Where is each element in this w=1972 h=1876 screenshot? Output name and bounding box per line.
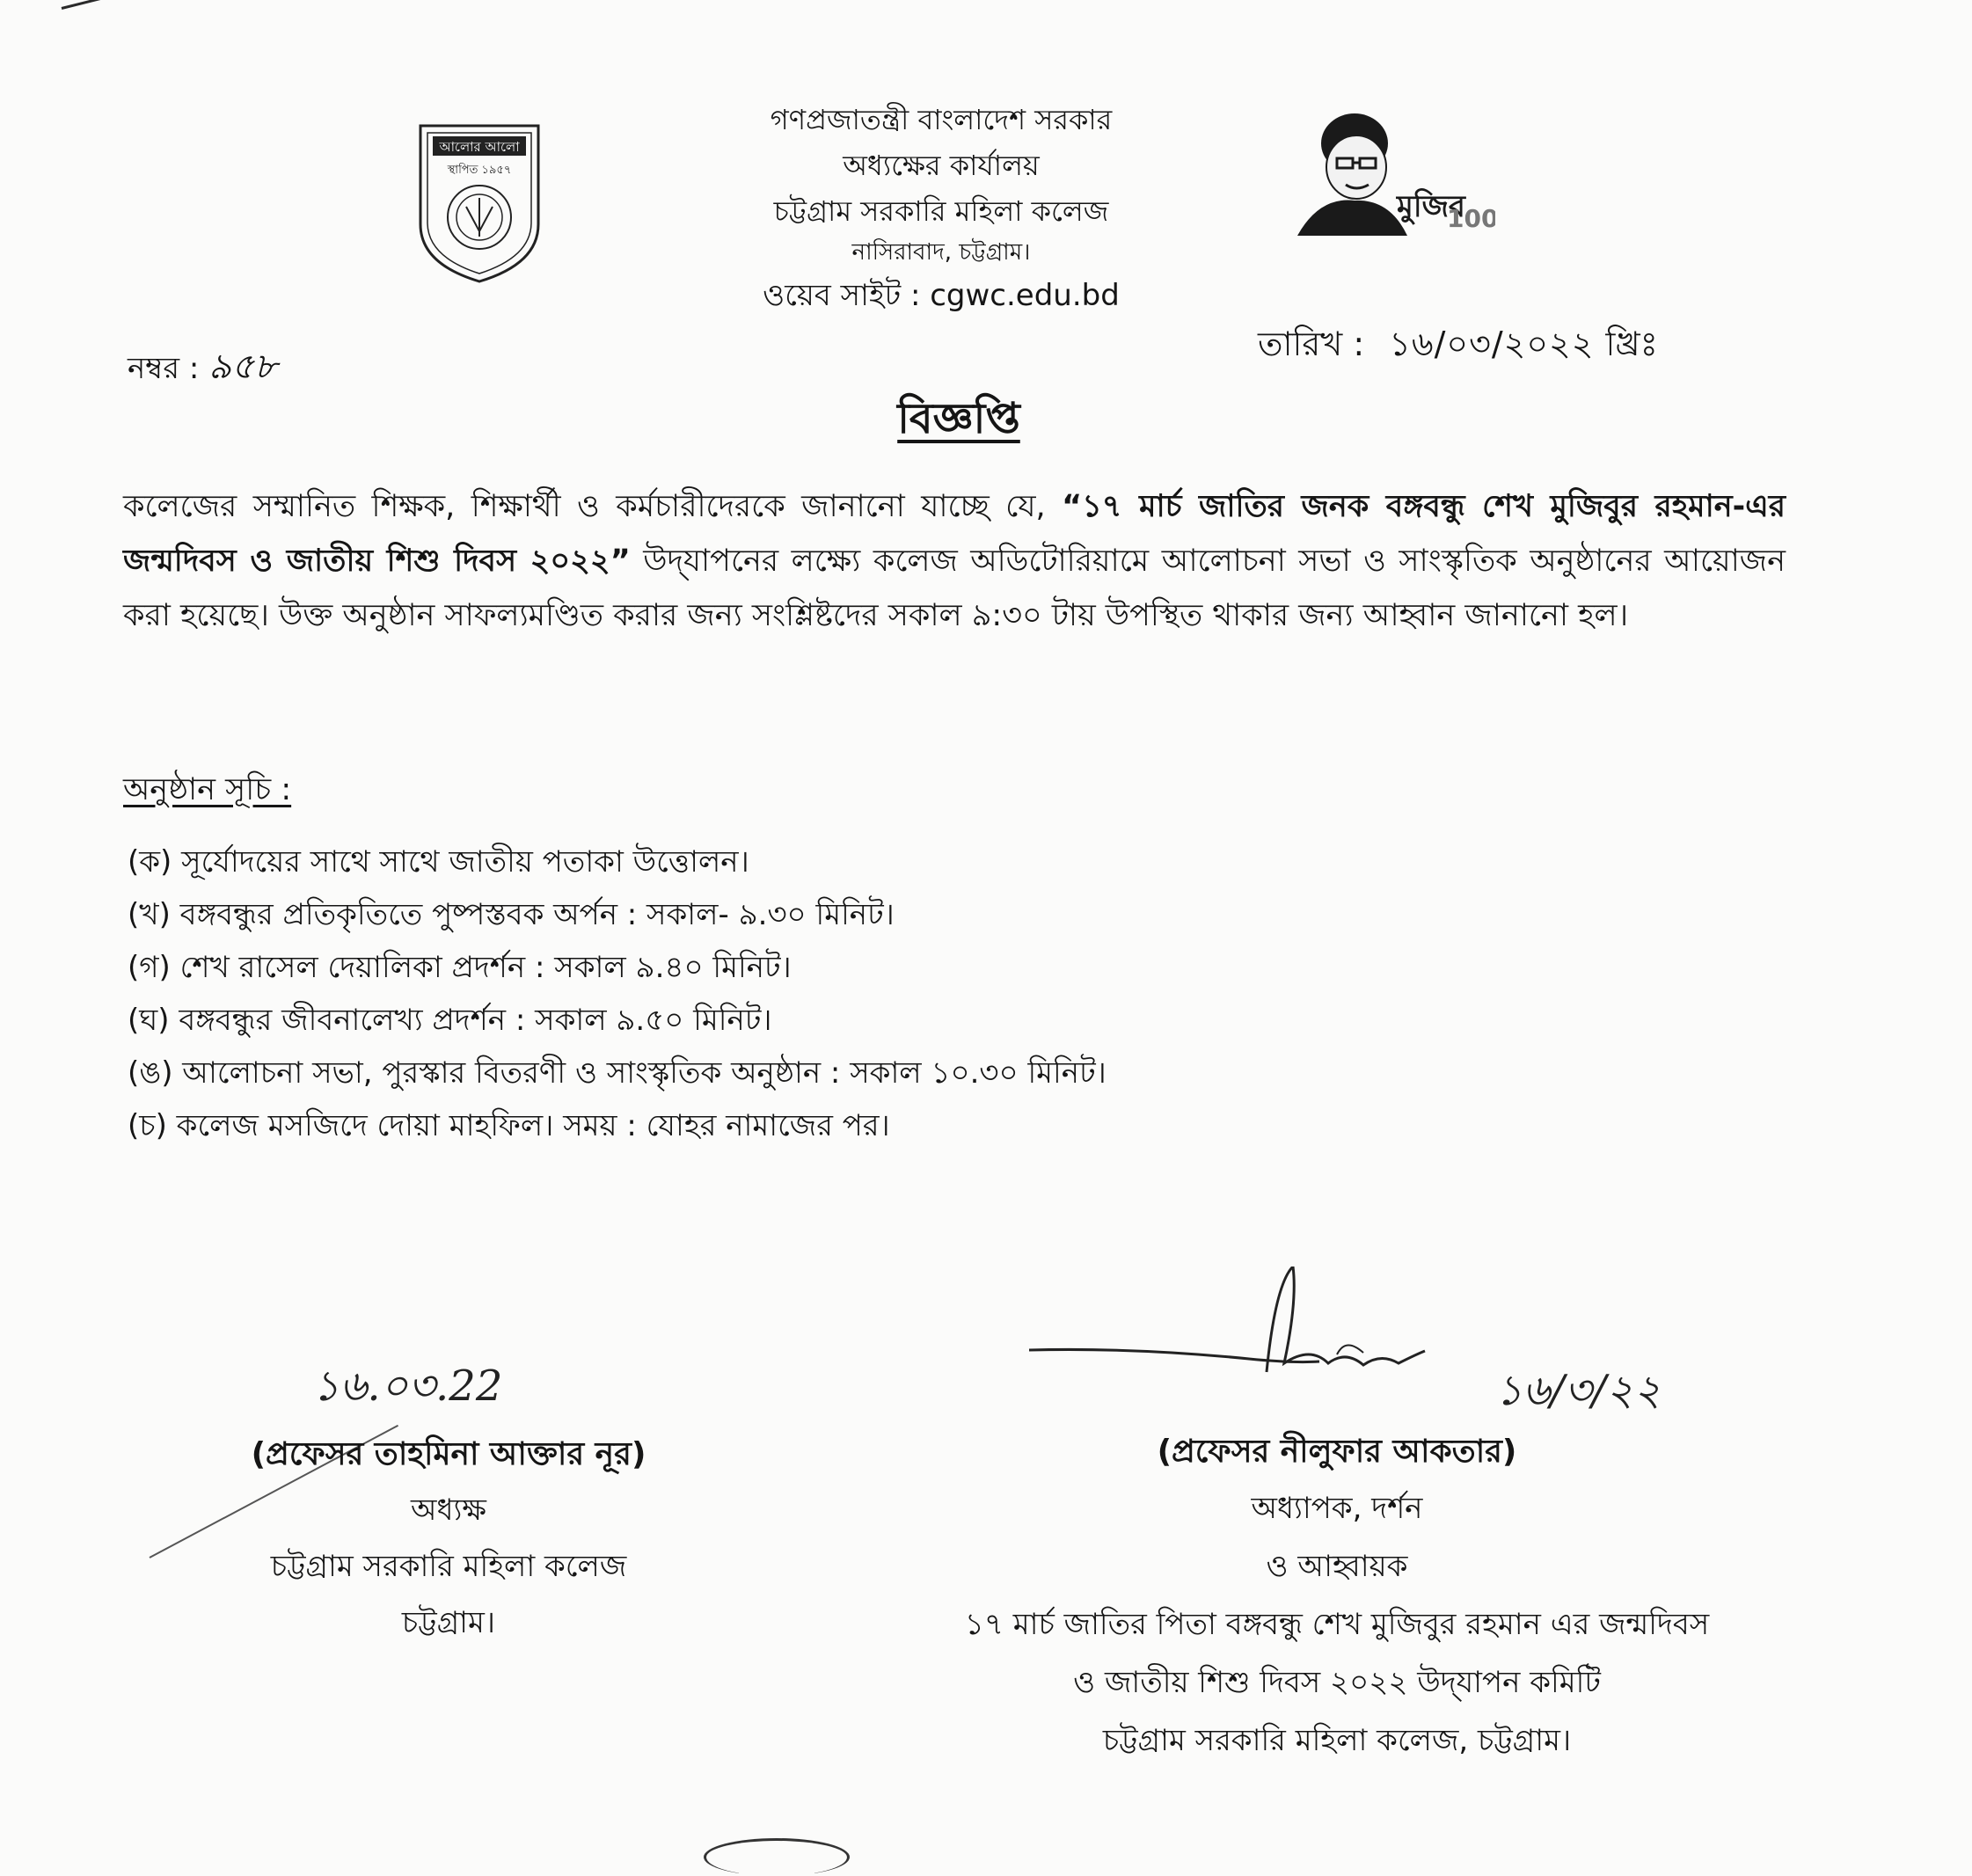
program-item: (খ) বঙ্গবন্ধুর প্রতিকৃতিতে পুষ্পস্তবক অর্পন : সকাল- ৯.৩০ মিনিট। [128, 897, 895, 932]
header-line-college: চট্টগ্রাম সরকারি মহিলা কলেজ [773, 194, 1109, 228]
crest-top-text: আলোর আলো [439, 139, 520, 155]
memo-number-label: নম্বর : [128, 351, 200, 386]
committee-line-3: চট্টগ্রাম সরকারি মহিলা কলেজ, চট্টগ্রাম। [1102, 1723, 1572, 1758]
stamp-edge-mark [704, 1838, 850, 1876]
program-item: (গ) শেখ রাসেল দেয়ালিকা প্রদর্শন : সকাল ৯.৪০ মিনিট। [128, 950, 792, 985]
letterhead [668, 97, 1214, 320]
notice-date [1258, 318, 1659, 375]
principal-place: চট্টগ্রাম। [401, 1605, 496, 1640]
header-line-office: অধ্যক্ষের কার্যালয় [843, 149, 1040, 182]
convener-name: (প্রফেসর নীলুফার আকতার) [1157, 1434, 1517, 1470]
principal-name: (প্রফেসর তাহমিনা আক্তার নূর) [251, 1436, 646, 1472]
principal-college: চট্টগ্রাম সরকারি মহিলা কলেজ [270, 1549, 627, 1584]
pen-stroke-mark [62, 0, 190, 10]
right-handwritten-date: ১৬/৩/২২ [1495, 1366, 1662, 1415]
convener-signature-block [871, 1425, 1803, 1770]
program-item: (ঙ) আলোচনা সভা, পুরস্কার বিতরণী ও সাংস্কৃতিক অনুষ্ঠান : সকাল ১০.৩০ মিনিট। [128, 1055, 1107, 1091]
logo-mujib-text: মুজিব [1397, 189, 1465, 224]
committee-line-2: ও জাতীয় শিশু দিবস ২০২২ উদ্‌যাপন কমিটি [1073, 1665, 1601, 1700]
college-crest-logo [413, 119, 545, 286]
principal-signature-block [132, 1359, 765, 1651]
notice-title: বিজ্ঞপ্তি [897, 394, 1020, 443]
program-item: (ঘ) বঙ্গবন্ধুর জীবনালেখ্য প্রদর্শন : সকাল ৯.৫০ মিনিট। [128, 1003, 772, 1038]
program-title: অনুষ্ঠান সূচি : [123, 772, 292, 807]
committee-line-1: ১৭ মার্চ জাতির পিতা বঙ্গবন্ধু শেখ মুজিবুর রহমান এর জন্মদিবস [964, 1607, 1710, 1642]
program-list [128, 836, 1107, 1152]
date-label: তারিখ : [1258, 325, 1365, 363]
signature-icon [1029, 1266, 1486, 1416]
header-line-govt: গণপ্রজাতন্ত্রী বাংলাদেশ সরকার [770, 103, 1113, 136]
college-crest-icon [413, 119, 545, 286]
crest-sub-text: স্থাপিত ১৯৫৭ [447, 164, 512, 177]
mujib-100-logo [1293, 104, 1495, 245]
body-details: উদ্‌যাপনের লক্ষ্যে কলেজ অডিটোরিয়ামে আলোচনা সভা ও সাংস্কৃতিক অনুষ্ঠানের আয়োজন করা হয়েছে। উক্ত অনুষ্ঠান সাফল্যমণ্ডিত করার জন্য সংশ্লিষ্টদের সকাল ৯:৩০ টায় উপস্থিত থাকার জন্য আহ্বান জানানো হল। [123, 544, 1786, 633]
program-item: (চ) কলেজ মসজিদে দোয়া মাহফিল। সময় : যোহর নামাজের পর। [128, 1108, 890, 1143]
convener-role: ও আহ্বায়ক [1266, 1549, 1408, 1584]
header-website: ওয়েব সাইট : cgwc.edu.bd [763, 278, 1120, 313]
convener-designation: অধ্যাপক, দর্শন [1251, 1491, 1423, 1526]
mujib-100-logo-icon [1293, 104, 1495, 245]
notice-body [123, 479, 1786, 643]
date-value: ১৬/০৩/২০২২ খ্রিঃ [1389, 325, 1659, 363]
body-event-quote: “১৭ মার্চ জাতির জনক বঙ্গবন্ধু শেখ মুজিবুর রহমান-এর জন্মদিবস ও জাতীয় শিশু দিবস ২০২২” [123, 489, 1786, 579]
body-intro: কলেজের সম্মানিত শিক্ষক, শিক্ষার্থী ও কর্মচারীদেরকে জানানো যাচ্ছে যে, [123, 489, 1063, 524]
memo-number-value: ৯৫৮ [208, 347, 277, 387]
header-line-address: নাসিরাবাদ, চট্টগ্রাম। [851, 239, 1031, 266]
logo-100-text: 100 [1447, 204, 1495, 233]
left-handwritten-date: ১৬.০৩.22 [312, 1361, 503, 1411]
principal-designation: অধ্যক্ষ [411, 1493, 486, 1528]
memo-number [128, 339, 277, 398]
program-item: (ক) সূর্যোদয়ের সাথে সাথে জাতীয় পতাকা উত্তোলন। [128, 844, 749, 880]
